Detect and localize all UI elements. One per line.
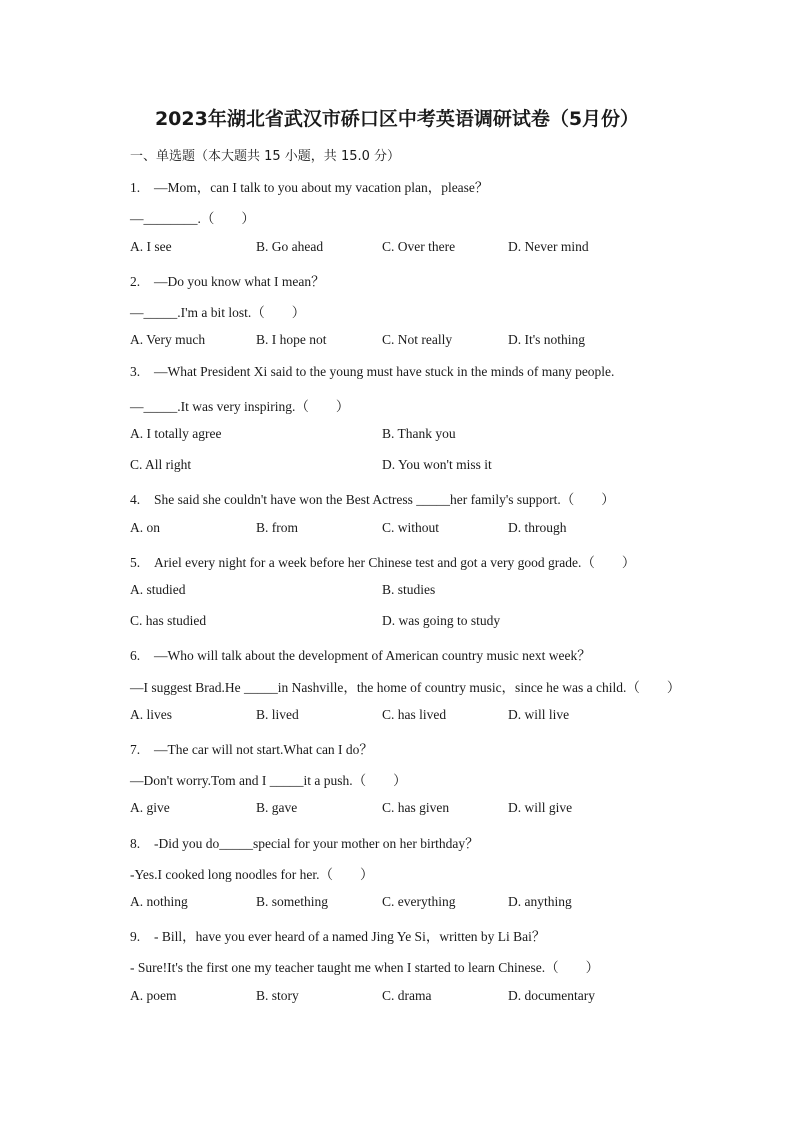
- q2-option-a[interactable]: A. Very much: [130, 332, 206, 347]
- q2-option-b[interactable]: B. I hope not: [256, 332, 327, 347]
- q7-option-b[interactable]: B. gave: [256, 800, 298, 815]
- q6-option-d[interactable]: D. will live: [508, 707, 570, 722]
- question-2-answer-line: —_____.I'm a bit lost.（ ）: [130, 305, 306, 320]
- page-title: 2023年湖北省武汉市硚口区中考英语调研试卷（5月份）: [154, 108, 640, 130]
- q5-option-a[interactable]: A. studied: [130, 582, 186, 597]
- q4-option-a[interactable]: A. on: [130, 520, 160, 535]
- q6-option-a[interactable]: A. lives: [130, 707, 172, 722]
- question-9-answer-line: - Sure!It's the first one my teacher taught me when I started to learn Chinese.（ ）: [130, 960, 600, 975]
- question-6-answer-line: —I suggest Brad.He _____in Nashville，the home of country music，since he was a child.（ ）: [130, 680, 681, 695]
- q4-option-c[interactable]: C. without: [382, 520, 440, 535]
- question-3: 3. —What President Xi said to the young must have stuck in the minds of many people.: [130, 364, 615, 379]
- question-8-answer-line: -Yes.I cooked long noodles for her.（ ）: [130, 867, 374, 882]
- q7-option-a[interactable]: A. give: [130, 800, 170, 815]
- q2-option-d[interactable]: D. It's nothing: [508, 332, 586, 347]
- q9-option-c[interactable]: C. drama: [382, 988, 432, 1003]
- q1-option-d[interactable]: D. Never mind: [508, 239, 589, 254]
- q7-option-d[interactable]: D. will give: [508, 800, 573, 815]
- question-4: 4. She said she couldn't have won the Best Actress _____her family's support.（ ）: [130, 492, 615, 507]
- question-9: 9. - Bill，have you ever heard of a named Jing Ye Si，written by Li Bai？: [130, 929, 546, 944]
- q1-option-b[interactable]: B. Go ahead: [256, 239, 324, 254]
- question-2: 2. —Do you know what I mean？: [130, 274, 325, 289]
- q3-option-b[interactable]: B. Thank you: [382, 426, 456, 441]
- q8-option-d[interactable]: D. anything: [508, 894, 572, 909]
- q8-option-a[interactable]: A. nothing: [130, 894, 188, 909]
- section-heading: 一、单选题（本大题共 15 小题，共 15.0 分）: [130, 149, 401, 164]
- q2-option-c[interactable]: C. Not really: [382, 332, 453, 347]
- q4-option-b[interactable]: B. from: [256, 520, 298, 535]
- question-5: 5. Ariel every night for a week before her Chinese test and got a very good grade.（ ）: [130, 555, 636, 570]
- q3-option-d[interactable]: D. You won't miss it: [382, 457, 492, 472]
- question-7-answer-line: —Don't worry.Tom and I _____it a push.（ ）: [130, 773, 407, 788]
- q9-option-b[interactable]: B. story: [256, 988, 299, 1003]
- q9-option-d[interactable]: D. documentary: [508, 988, 595, 1003]
- q1-option-c[interactable]: C. Over there: [382, 239, 456, 254]
- question-7: 7. —The car will not start.What can I do？: [130, 742, 373, 757]
- q6-option-c[interactable]: C. has lived: [382, 707, 447, 722]
- question-6: 6. —Who will talk about the development of American country music next week？: [130, 648, 591, 663]
- q3-option-a[interactable]: A. I totally agree: [130, 426, 222, 441]
- question-1-answer-line: —________.（ ）: [130, 211, 255, 226]
- q4-option-d[interactable]: D. through: [508, 520, 567, 535]
- q7-option-c[interactable]: C. has given: [382, 800, 450, 815]
- q5-option-c[interactable]: C. has studied: [130, 613, 207, 628]
- question-8: 8. -Did you do_____special for your mother on her birthday？: [130, 836, 479, 851]
- q5-option-b[interactable]: B. studies: [382, 582, 436, 597]
- question-3-answer-line: —_____.It was very inspiring.（ ）: [130, 399, 350, 414]
- q1-option-a[interactable]: A. I see: [130, 239, 172, 254]
- q5-option-d[interactable]: D. was going to study: [382, 613, 501, 628]
- q3-option-c[interactable]: C. All right: [130, 457, 192, 472]
- q6-option-b[interactable]: B. lived: [256, 707, 299, 722]
- question-1: 1. —Mom，can I talk to you about my vacation plan，please？: [130, 180, 489, 195]
- q8-option-c[interactable]: C. everything: [382, 894, 456, 909]
- q8-option-b[interactable]: B. something: [256, 894, 329, 909]
- q9-option-a[interactable]: A. poem: [130, 988, 177, 1003]
